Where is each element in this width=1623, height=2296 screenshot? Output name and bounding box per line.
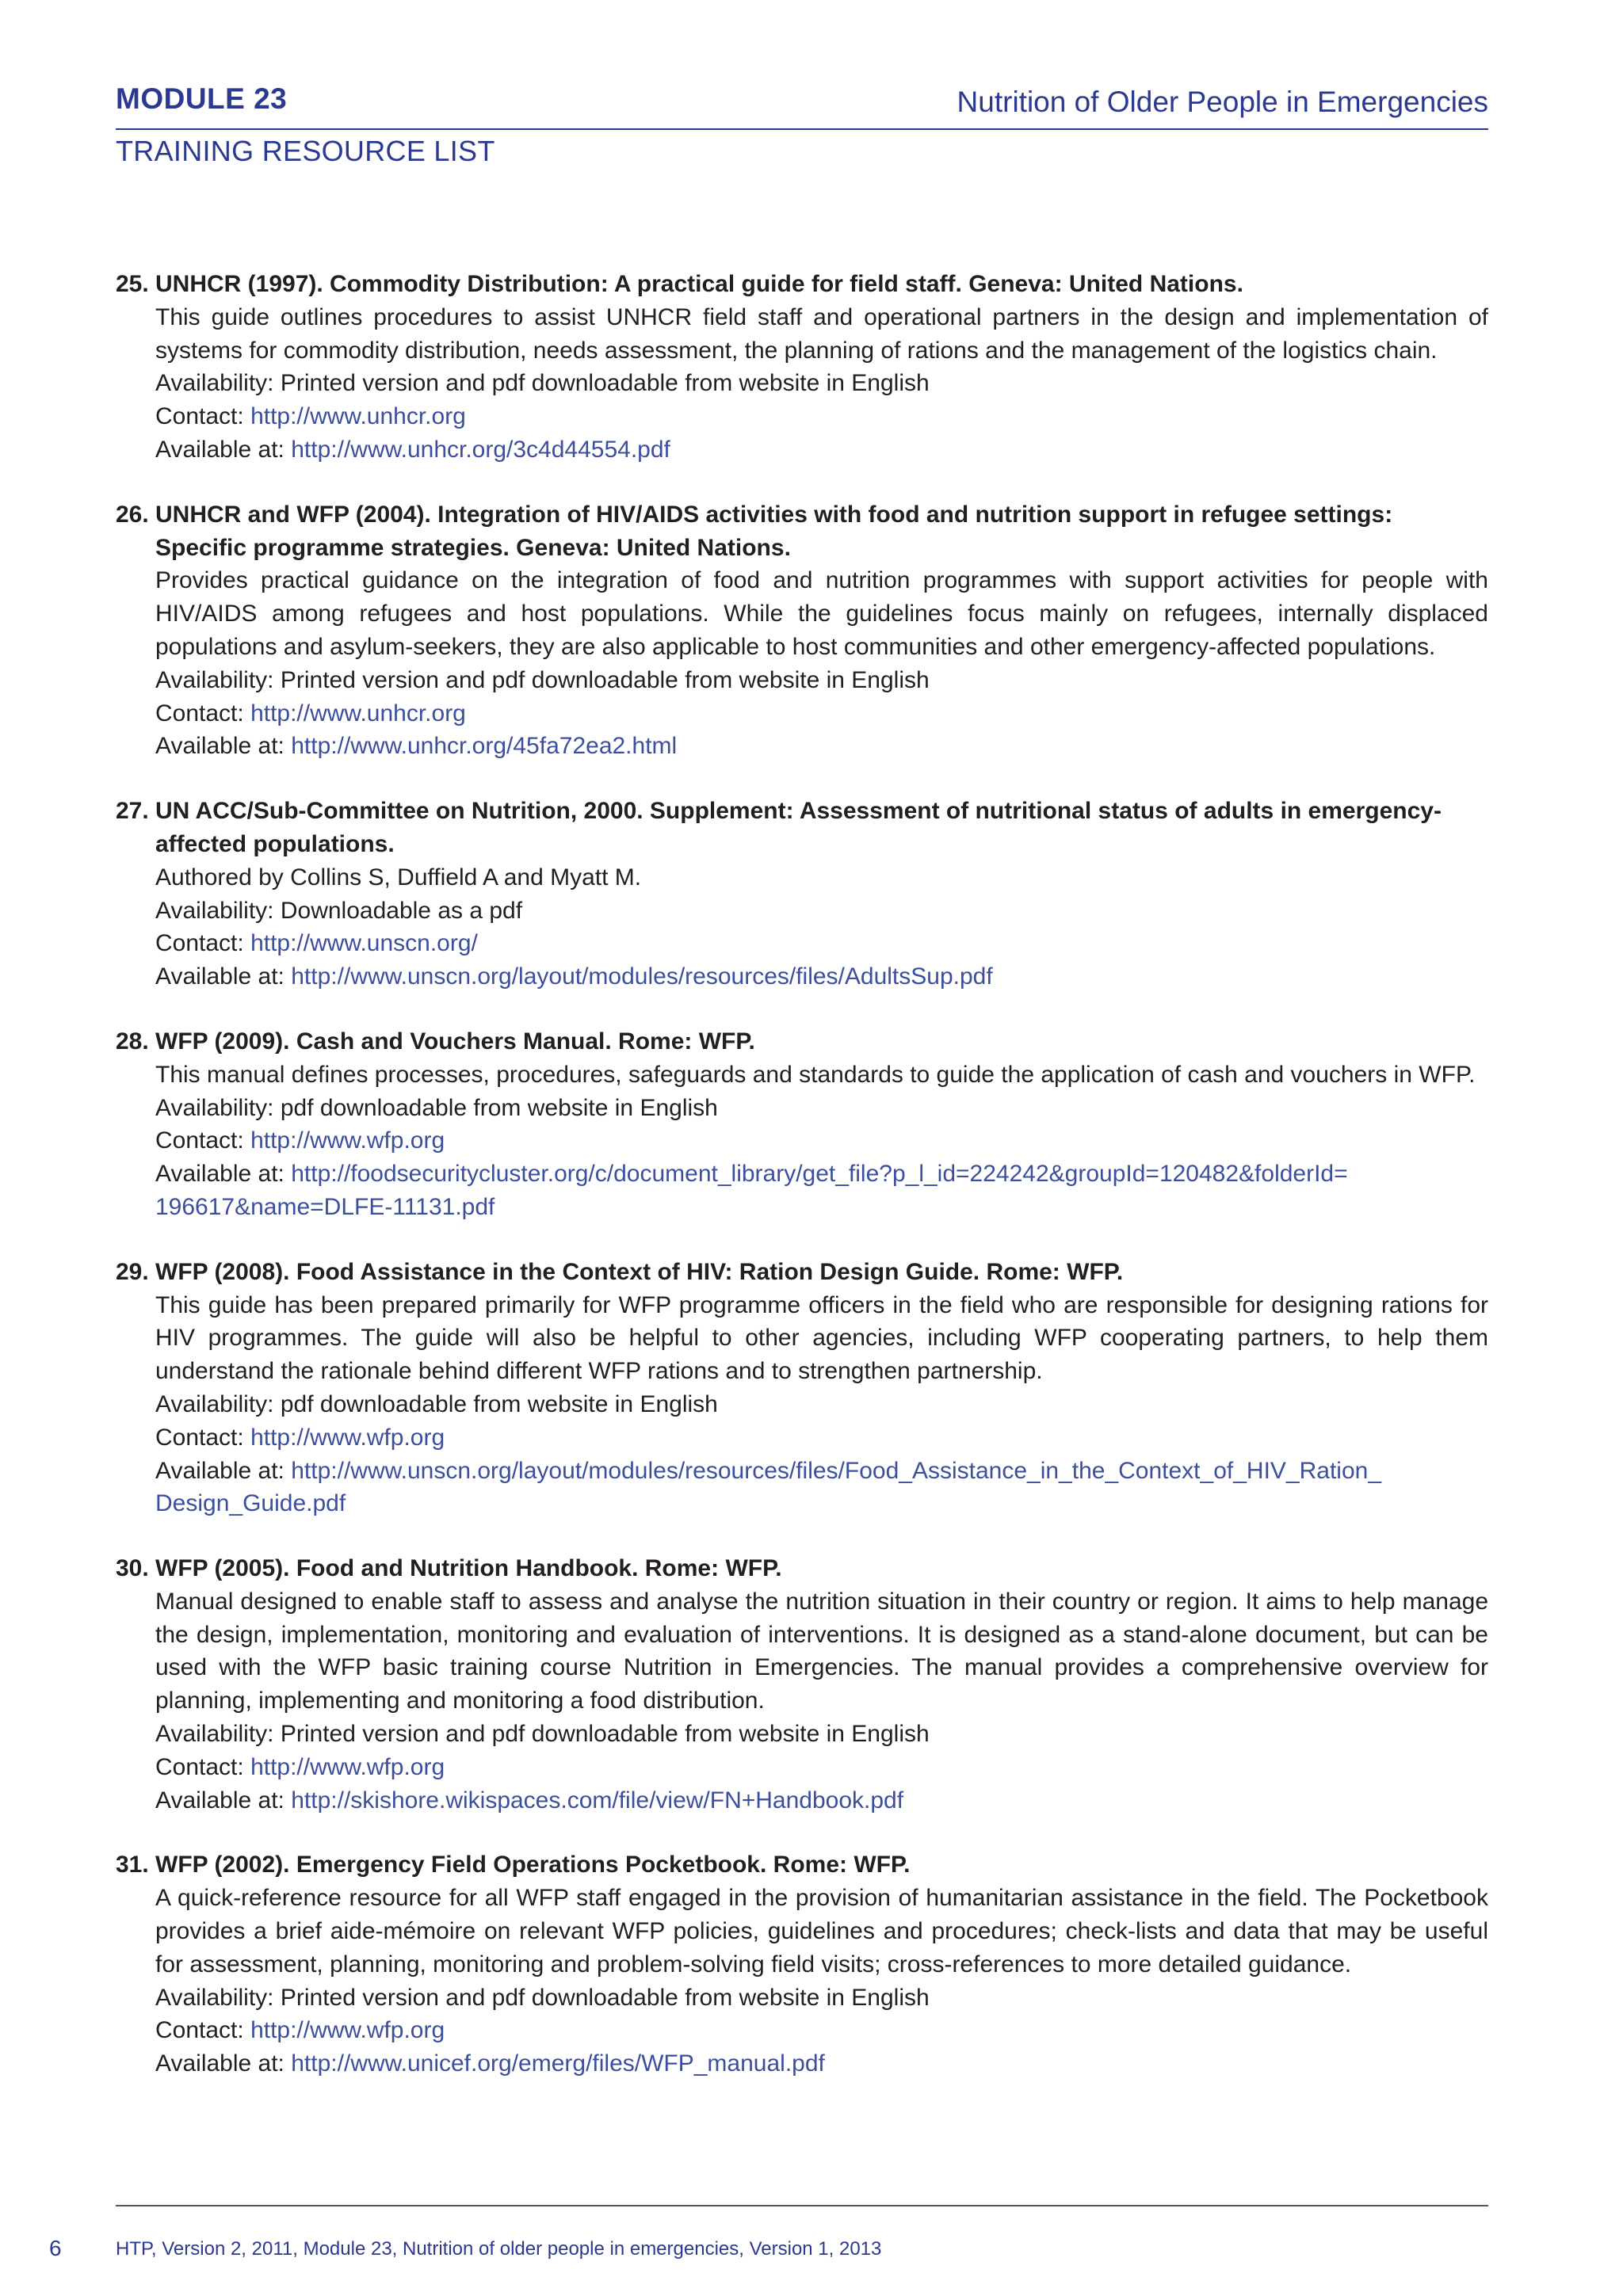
- contact-label: Contact:: [155, 1127, 251, 1154]
- entry-title: WFP (2005). Food and Nutrition Handbook. Rome: WFP.: [155, 1555, 782, 1582]
- contact-link[interactable]: http://www.wfp.org: [250, 1424, 445, 1451]
- entry-contact: [155, 2014, 1488, 2047]
- available-link[interactable]: http://www.unhcr.org/45fa72ea2.html: [291, 733, 678, 760]
- entry-number: 25.: [116, 271, 149, 297]
- header-divider: [116, 128, 1488, 130]
- entry-number: 31.: [116, 1852, 149, 1878]
- available-label: Available at:: [155, 1161, 292, 1188]
- contact-label: Contact:: [155, 2017, 251, 2044]
- entry-availability: Availability: pdf downloadable from website in English: [155, 1094, 718, 1121]
- available-link[interactable]: http://www.unscn.org/layout/modules/resources/files/AdultsSup.pdf: [291, 963, 993, 990]
- resource-entry-31: [116, 1848, 1488, 2081]
- entry-title: WFP (2002). Emergency Field Operations Pocketbook. Rome: WFP.: [155, 1852, 911, 1878]
- entry-number: 26.: [116, 501, 149, 528]
- entry-description: This guide has been prepared primarily for WFP programme officers in the field who are responsible for designing rations for HIV programmes. The guide will also be helpful to other agencies, including WFP cooperating partners, to help them understand the rationale behind different WFP rations and to strengthen partnership.: [155, 1291, 1488, 1385]
- entry-available-at: [155, 1158, 1488, 1224]
- entry-number: 30.: [116, 1555, 149, 1582]
- entry-description: Authored by Collins S, Duffield A and Myatt M.: [155, 864, 642, 891]
- resource-entry-30: [116, 1552, 1488, 1817]
- entry-description: Manual designed to enable staff to assess and analyse the nutrition situation in their country or region. It aims to help manage the design, implementation, monitoring and evaluation of interventions. It is designed as a stand-alone document, but can be used with the WFP basic training course Nutrition in Emergencies. The manual provides a comprehensive overview for planning, implementing and monitoring a food distribution.: [155, 1588, 1488, 1714]
- entry-contact: [155, 400, 1488, 433]
- entry-number: 27.: [116, 798, 149, 825]
- entry-title: WFP (2009). Cash and Vouchers Manual. Rome: WFP.: [155, 1028, 755, 1055]
- resource-entry-27: [116, 795, 1488, 994]
- entry-availability: Availability: Printed version and pdf downloadable from website in English: [155, 666, 930, 693]
- available-label: Available at:: [155, 2050, 292, 2077]
- entry-contact: [155, 927, 1488, 960]
- entry-contact: [155, 697, 1488, 730]
- contact-link[interactable]: http://www.unscn.org/: [250, 930, 478, 957]
- entry-number: 28.: [116, 1028, 149, 1055]
- footer-divider: [116, 2205, 1488, 2206]
- entry-available-at: [155, 730, 1488, 763]
- entry-available-at: [155, 1784, 1488, 1817]
- entry-description: Provides practical guidance on the integration of food and nutrition programmes with support activities for people with HIV/AIDS among refugees and host populations. While the guidelines focus mainly on refugees, internally displaced populations and asylum-seekers, they are also applicable to host communities and other emergency-affected populations.: [155, 567, 1488, 660]
- available-label: Available at:: [155, 1787, 292, 1814]
- entry-availability: Availability: Printed version and pdf downloadable from website in English: [155, 370, 930, 397]
- available-link[interactable]: http://skishore.wikispaces.com/file/view/FN+Handbook.pdf: [291, 1787, 904, 1814]
- resource-entry-29: [116, 1256, 1488, 1520]
- contact-link[interactable]: http://www.unhcr.org: [250, 700, 466, 727]
- entry-title: WFP (2008). Food Assistance in the Context of HIV: Ration Design Guide. Rome: WFP.: [155, 1258, 1124, 1285]
- entry-title: UNHCR (1997). Commodity Distribution: A practical guide for field staff. Geneva: United Nations.: [155, 271, 1243, 297]
- module-title: MODULE 23: [116, 82, 288, 115]
- entry-description: This guide outlines procedures to assist UNHCR field staff and operational partners in the design and implementation of systems for commodity distribution, needs assessment, the planning of rations and the management of the logistics chain.: [155, 303, 1488, 364]
- entry-title: UN ACC/Sub-Committee on Nutrition, 2000. Supplement: Assessment of nutritional status of adults in emergency-affected populations.: [155, 798, 1442, 857]
- contact-label: Contact:: [155, 700, 251, 727]
- entry-availability: Availability: Downloadable as a pdf: [155, 897, 523, 924]
- entry-available-at: [155, 433, 1488, 467]
- available-link[interactable]: http://www.unscn.org/layout/modules/resources/files/Food_Assistance_in_the_Context_of_HIV_Ration_ Design_Guide.pdf: [155, 1457, 1382, 1517]
- entry-description: A quick-reference resource for all WFP staff engaged in the provision of humanitarian assistance in the field. The Pocketbook provides a brief aide-mémoire on relevant WFP policies, guidelines and procedures; check-lists and data that may be useful for assessment, planning, monitoring and problem-solving field visits; cross-references to more detailed guidance.: [155, 1885, 1488, 1978]
- resource-list: [116, 268, 1488, 2112]
- page-number: 6: [49, 2236, 62, 2260]
- contact-link[interactable]: http://www.wfp.org: [250, 1753, 445, 1780]
- entry-available-at: [155, 2047, 1488, 2081]
- entry-description: This manual defines processes, procedures, safeguards and standards to guide the application of cash and vouchers in WFP.: [155, 1061, 1476, 1088]
- available-link[interactable]: http://foodsecuritycluster.org/c/document_library/get_file?p_l_id=224242&groupId=120482&folderId= 196617&name=DLFE-11131.pdf: [155, 1161, 1348, 1220]
- entry-availability: Availability: Printed version and pdf downloadable from website in English: [155, 1984, 930, 2011]
- contact-label: Contact:: [155, 1753, 251, 1780]
- resource-entry-25: [116, 268, 1488, 467]
- document-title: Nutrition of Older People in Emergencies: [957, 86, 1488, 118]
- contact-label: Contact:: [155, 930, 251, 957]
- contact-link[interactable]: http://www.wfp.org: [250, 2017, 445, 2044]
- entry-available-at: [155, 1455, 1488, 1521]
- contact-link[interactable]: http://www.unhcr.org: [250, 403, 466, 430]
- footer-citation: HTP, Version 2, 2011, Module 23, Nutrition of older people in emergencies, Version 1, 2013: [116, 2238, 882, 2260]
- available-label: Available at:: [155, 436, 292, 463]
- entry-availability: Availability: Printed version and pdf downloadable from website in English: [155, 1721, 930, 1748]
- entry-contact: [155, 1751, 1488, 1784]
- contact-label: Contact:: [155, 403, 251, 430]
- available-label: Available at:: [155, 1457, 292, 1484]
- available-label: Available at:: [155, 963, 292, 990]
- page-header: [116, 79, 1488, 174]
- contact-label: Contact:: [155, 1424, 251, 1451]
- entry-available-at: [155, 960, 1488, 994]
- available-link[interactable]: http://www.unhcr.org/3c4d44554.pdf: [291, 436, 670, 463]
- available-label: Available at:: [155, 733, 292, 760]
- available-link[interactable]: http://www.unicef.org/emerg/files/WFP_manual.pdf: [291, 2050, 825, 2077]
- entry-title: UNHCR and WFP (2004). Integration of HIV/AIDS activities with food and nutrition support in refugee settings: Specific programme strategies. Geneva: United Nations.: [155, 501, 1393, 561]
- entry-availability: Availability: pdf downloadable from website in English: [155, 1390, 718, 1417]
- section-title: TRAINING RESOURCE LIST: [116, 135, 495, 167]
- resource-entry-26: [116, 498, 1488, 763]
- entry-contact: [155, 1421, 1488, 1455]
- entry-contact: [155, 1124, 1488, 1158]
- contact-link[interactable]: http://www.wfp.org: [250, 1127, 445, 1154]
- resource-entry-28: [116, 1025, 1488, 1224]
- entry-number: 29.: [116, 1258, 149, 1285]
